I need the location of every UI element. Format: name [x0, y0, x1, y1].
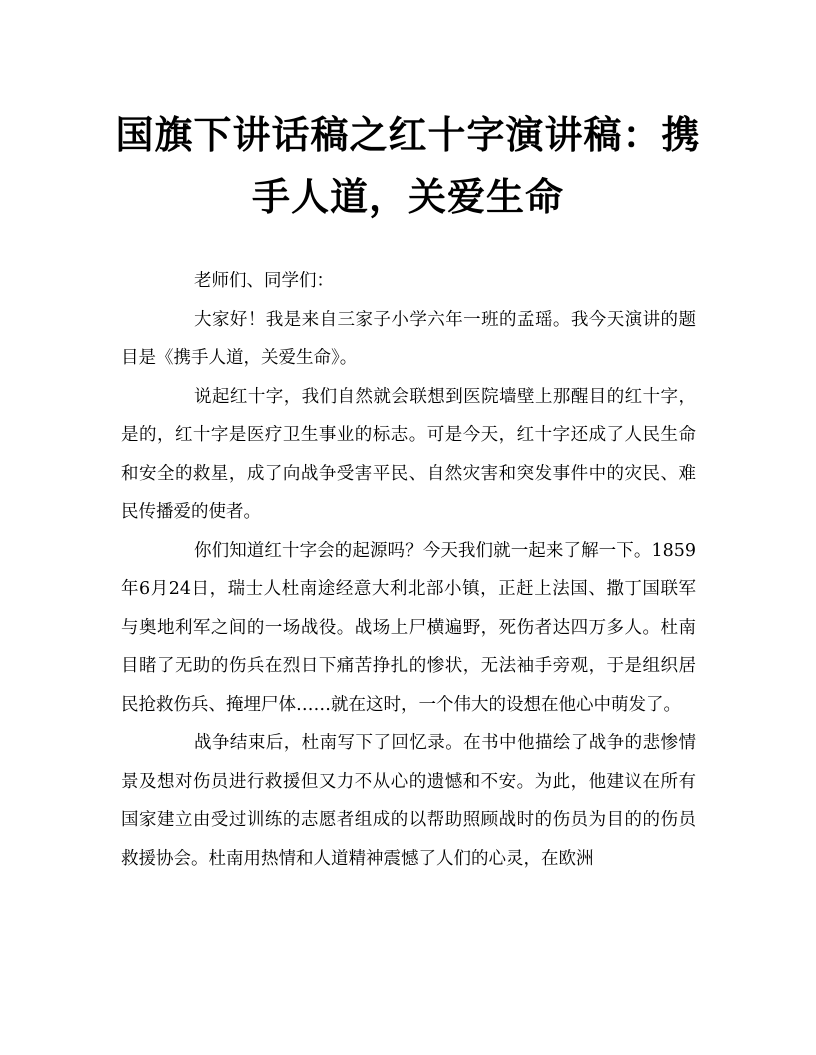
red-cross-intro-paragraph: 说起红十字，我们自然就会联想到医院墙壁上那醒目的红十字，是的，红十字是医疗卫生事业的标志。可是今天，红十字还成了人民生命和安全的救星，成了向战争受害平民、自然灾害和突发事件中的灾民、难民传播爱的使者。 — [121, 386, 696, 522]
memoir-paragraph: 战争结束后，杜南写下了回忆录。在书中他描绘了战争的悲惨情景及想对伤员进行救援但又力不从心的遗憾和不安。为此，他建议在所有国家建立由受过训练的志愿者组成的以帮助照顾战时的伤员为目的的伤员救援协会。杜南用热情和人道精神震憾了人们的心灵，在欧洲 — [121, 733, 696, 869]
document-body — [121, 262, 696, 878]
greeting-paragraph: 大家好！我是来自三家子小学六年一班的孟瑶。我今天演讲的题目是《携手人道，关爱生命》。 — [121, 309, 696, 368]
origin-paragraph: 你们知道红十字会的起源吗？今天我们就一起来了解一下。1859年6月24日，瑞士人杜南途经意大利北部小镇，正赶上法国、撒丁国联军与奥地利军之间的一场战役。战场上尸横遍野，死伤者达四万多人。杜南目睹了无助的伤兵在烈日下痛苦挣扎的惨状，无法袖手旁观，于是组织居民抢救伤兵、掩埋尸体……就在这时，一个伟大的设想在他心中萌发了。 — [121, 540, 696, 715]
salutation-paragraph: 老师们、同学们： — [194, 271, 334, 291]
document-title: 国旗下讲话稿之红十字演讲稿：携手人道，关爱生命 — [115, 112, 701, 219]
